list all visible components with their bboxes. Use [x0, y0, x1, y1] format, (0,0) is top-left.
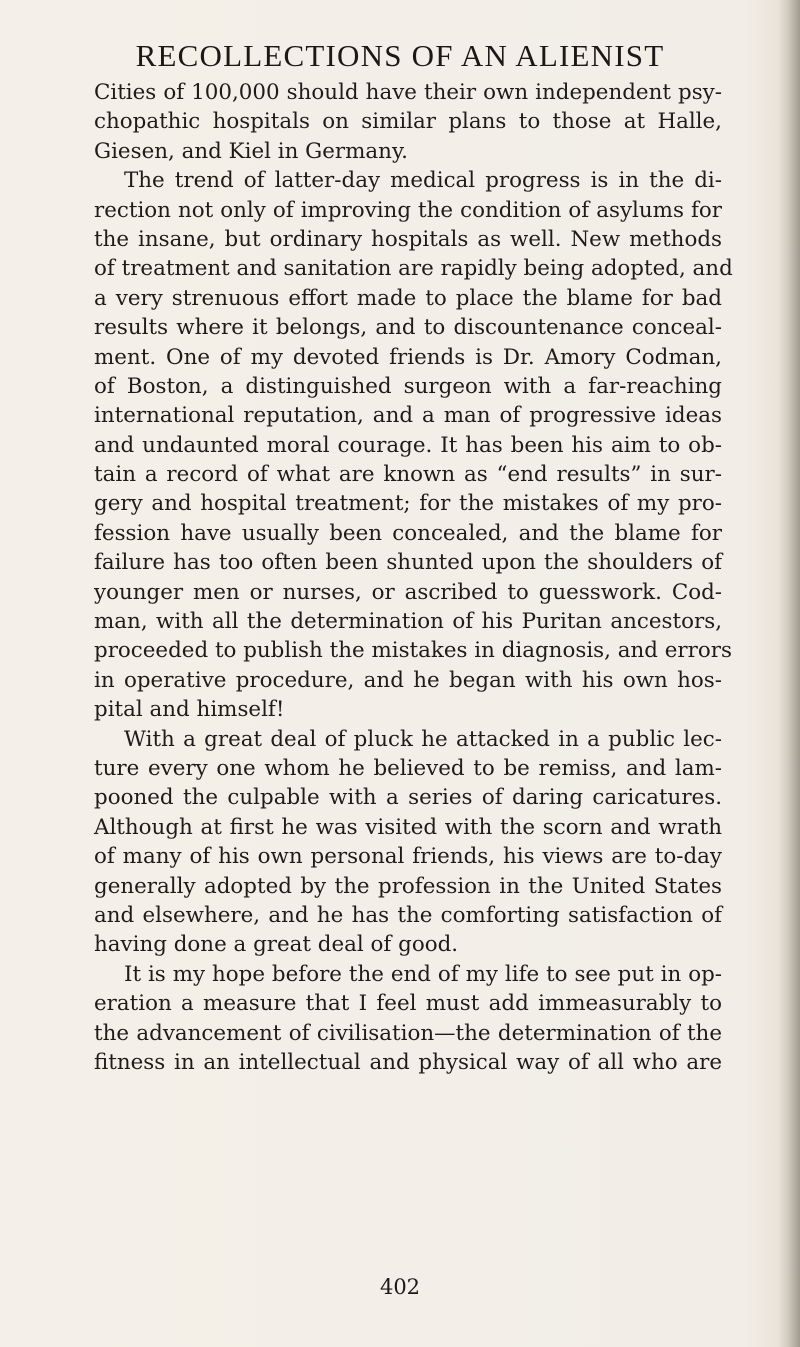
text-line: having done a great deal of good.: [94, 932, 459, 958]
page-edge-shadow: [778, 0, 800, 1347]
text-line: pooned the culpable with a series of daring caricatures.: [94, 785, 722, 811]
page-number: 402: [379, 1275, 421, 1299]
text-line: results where it belongs, and to discountenance conceal-: [94, 315, 722, 341]
text-line: and undaunted moral courage. It has been his aim to ob-: [94, 432, 722, 458]
text-line: the advancement of civilisation—the determination of the: [94, 1020, 722, 1046]
text-line: Although at first he was visited with the scorn and wrath: [94, 814, 722, 840]
body-text: [94, 78, 733, 1077]
text-line: and elsewhere, and he has the comforting satisfaction of: [94, 902, 722, 928]
text-line: proceeded to publish the mistakes in diagnosis, and errors: [94, 638, 732, 664]
text-line: gery and hospital treatment; for the mistakes of my pro-: [94, 491, 722, 517]
text-line: a very strenuous effort made to place the blame for bad: [94, 285, 722, 311]
text-line: The trend of latter-day medical progress is in the di-: [124, 168, 722, 194]
text-line: international reputation, and a man of progressive ideas: [94, 403, 722, 429]
text-line: Cities of 100,000 should have their own independent psy-: [94, 80, 722, 105]
text-line: pital and himself!: [94, 697, 285, 723]
text-line: of Boston, a distinguished surgeon with a far-reaching: [94, 373, 722, 399]
text-line: chopathic hospitals on similar plans to those at Halle,: [94, 109, 722, 135]
text-line: fession have usually been concealed, and the blame for: [94, 520, 722, 546]
text-line: of treatment and sanitation are rapidly being adopted, and: [94, 256, 733, 282]
text-line: rection not only of improving the condition of asylums for: [94, 197, 722, 223]
text-line: the insane, but ordinary hospitals as well. New methods: [94, 226, 722, 252]
text-line: younger men or nurses, or ascribed to guesswork. Cod-: [94, 579, 722, 605]
text-line: ment. One of my devoted friends is Dr. Amory Codman,: [94, 344, 722, 370]
text-line: Giesen, and Kiel in Germany.: [94, 138, 408, 164]
text-line: eration a measure that I feel must add immeasurably to: [94, 991, 722, 1017]
text-line: generally adopted by the profession in the United States: [94, 873, 722, 899]
running-header: RECOLLECTIONS OF AN ALIENIST: [135, 38, 665, 73]
text-line: It is my hope before the end of my life to see put in op-: [124, 961, 722, 987]
text-line: man, with all the determination of his Puritan ancestors,: [94, 609, 722, 635]
text-line: With a great deal of pluck he attacked in a public lec-: [124, 726, 722, 752]
text-line: failure has too often been shunted upon the shoulders of: [94, 550, 722, 576]
text-line: in operative procedure, and he began with his own hos-: [94, 667, 722, 693]
text-line: tain a record of what are known as “end results” in sur-: [94, 462, 722, 488]
text-line: fitness in an intellectual and physical way of all who are: [94, 1049, 722, 1075]
text-line: ture every one whom he believed to be remiss, and lam-: [94, 755, 722, 781]
text-line: of many of his own personal friends, his views are to-day: [94, 844, 722, 870]
